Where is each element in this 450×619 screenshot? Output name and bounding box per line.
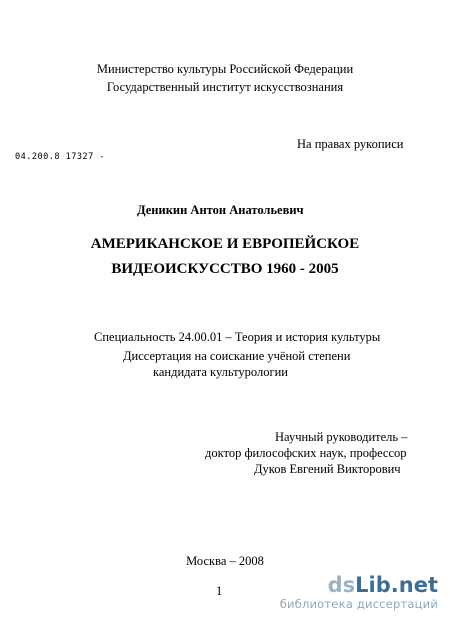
supervisor-degree: доктор философских наук, профессор [205, 446, 407, 460]
title-line-2: ВИДЕОИСКУССТВО 1960 - 2005 [111, 261, 339, 277]
author-name: Деникин Антон Анатольевич [137, 203, 304, 217]
logo-part-ds: ds [327, 573, 356, 597]
place-year: Москва – 2008 [186, 554, 264, 568]
dissertation-line-2: кандидата культурологии [153, 365, 288, 379]
supervisor-name: Дуков Евгений Викторович [254, 462, 401, 476]
ministry-line: Министерство культуры Российской Федерации [96, 62, 354, 76]
dslib-tagline: библиотека диссертаций [279, 597, 438, 611]
title-line-1: АМЕРИКАНСКОЕ И ЕВРОПЕЙСКОЕ [90, 236, 360, 252]
catalog-stamp: 04.200.8 17327 - [15, 152, 105, 162]
page-number: 1 [216, 584, 223, 598]
supervisor-role: Научный руководитель – [275, 430, 408, 444]
dissertation-line-1: Диссертация на соискание учёной степени [123, 349, 351, 363]
specialty-line: Специальность 24.00.01 – Теория и история культуры [94, 330, 381, 344]
institute-line: Государственный институт искусствознания [106, 80, 344, 94]
rights-note: На правах рукописи [297, 137, 404, 151]
dslib-logo [280, 573, 438, 597]
logo-part-lib: Lib.net [355, 573, 438, 597]
dslib-watermark [280, 573, 438, 611]
